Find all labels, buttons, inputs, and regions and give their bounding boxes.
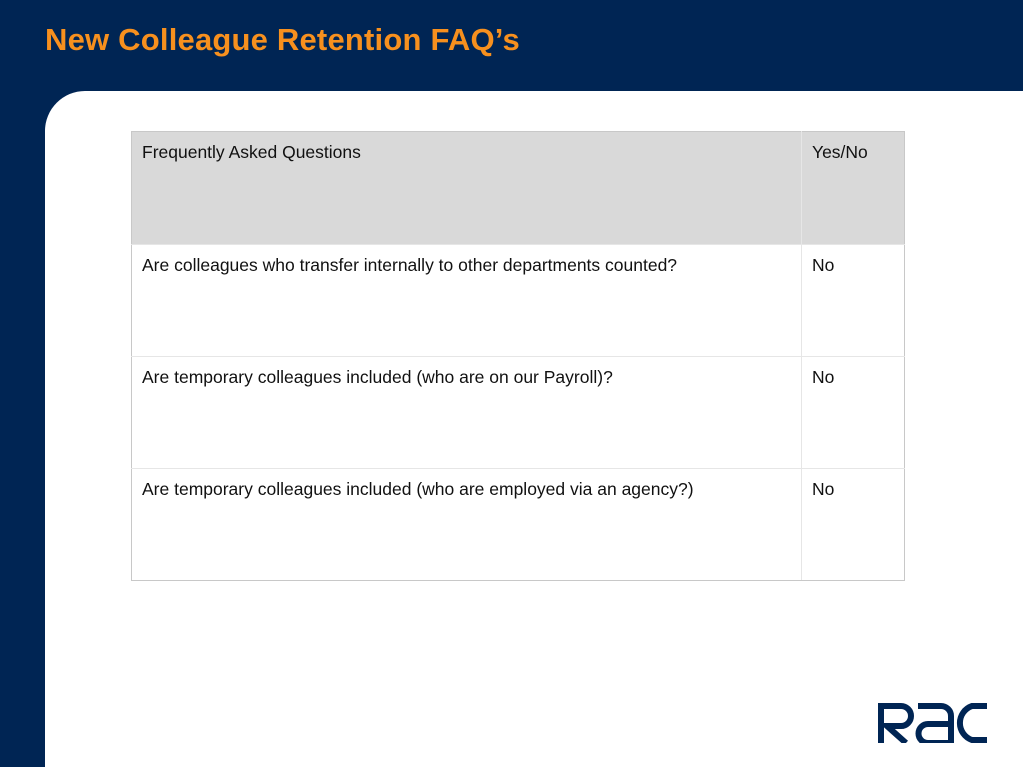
question-cell: Are temporary colleagues included (who are employed via an agency?)	[132, 469, 802, 581]
table-row	[132, 357, 905, 469]
table-header-row	[132, 132, 905, 245]
answer-cell: No	[802, 245, 905, 357]
header-questions: Frequently Asked Questions	[132, 132, 802, 245]
question-cell: Are colleagues who transfer internally to other departments counted?	[132, 245, 802, 357]
table-row	[132, 469, 905, 581]
rac-logo	[876, 703, 990, 743]
answer-cell: No	[802, 357, 905, 469]
header-yes-no: Yes/No	[802, 132, 905, 245]
faq-table	[131, 131, 905, 581]
slide-title: New Colleague Retention FAQ’s	[45, 22, 520, 57]
answer-cell: No	[802, 469, 905, 581]
question-cell: Are temporary colleagues included (who are on our Payroll)?	[132, 357, 802, 469]
table-row	[132, 245, 905, 357]
